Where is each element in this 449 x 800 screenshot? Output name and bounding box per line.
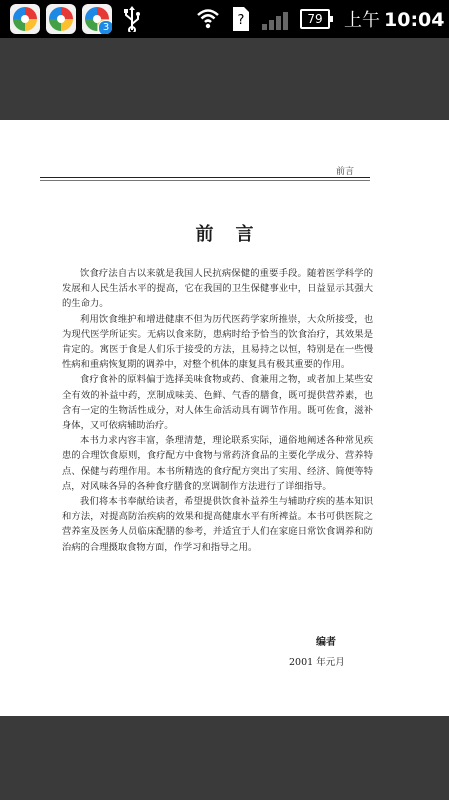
status-clock — [344, 6, 444, 32]
paragraph: 本书力求内容丰富，条理清楚，理论联系实际，通俗地阐述各种常见疾患的合理饮食原则，食疗配方中食物与常药济食品的主要化学成分、营养特点、保健与药理作用。本书所精选的食疗配方突出了实用、经济、简便等特点，对风味各异的各种食疗膳食的烹调制作方法进行了详细指导。 — [62, 435, 373, 492]
notification-count-badge: 3 — [98, 20, 112, 34]
header-rule-thin — [40, 180, 370, 181]
clock-period: 上午 — [344, 10, 380, 31]
clock-time: 10:04 — [384, 9, 445, 31]
paragraph: 我们将本书奉献给读者，希望提供饮食补益养生与辅助疗疾的基本知识和方法，对提高防治疾病的效果和提高健康水平有所裨益。本书可供医院之营养室及医务人员临床配膳的参考，并适宜于人们在家庭日常饮食调养和防治病的合理摄取食物方面，作学习和指导之用。 — [62, 496, 373, 553]
paragraph: 食疗食补的原料偏于选择美味食物或药、食兼用之物，或者加上某些安全有效的补益中药，烹制成味美、色鲜、气香的膳食，既可提供营养素，也含有一定的生物活性成分，对人体生命活动具有调节作用。既可佐食，滋补身体，又可依病辅助治疗。 — [62, 374, 373, 432]
running-head: 前言 — [336, 167, 355, 177]
svg-text:?: ? — [237, 13, 245, 28]
app-notification-icon[interactable] — [10, 4, 40, 34]
battery-icon: 79 — [300, 9, 330, 29]
sim-card-icon — [232, 6, 250, 32]
status-bar — [0, 0, 449, 38]
date: 2001 年元月 — [289, 657, 345, 668]
paragraph: 利用饮食维护和增进健康不但为历代医药学家所推崇，大众所接受，也为现代医学所证实。无病以食来防，患病时给予恰当的饮食治疗，其效果是肯定的。寓医于食是人们乐于接受的方法，且易持之以恒，特别是在一些慢性病和重病恢复期的调养中，对整个机体的康复具有极其重要的作用。 — [62, 313, 373, 371]
document-body — [62, 266, 373, 555]
app-notification-icon[interactable] — [82, 4, 112, 34]
signature: 编者 — [316, 637, 336, 648]
wifi-icon — [196, 6, 220, 30]
signal-strength-icon — [262, 8, 294, 30]
paragraph: 饮食疗法自古以来就是我国人民抗病保健的重要手段。随着医学科学的发展和人民生活水平的提高，它在我国的卫生保健事业中，日益显示其强大的生命力。 — [62, 268, 373, 310]
page-title: 前言 — [195, 224, 276, 245]
app-notification-icon[interactable] — [46, 4, 76, 34]
header-rule — [40, 177, 370, 178]
document-page[interactable] — [0, 120, 449, 716]
usb-icon — [122, 6, 142, 32]
